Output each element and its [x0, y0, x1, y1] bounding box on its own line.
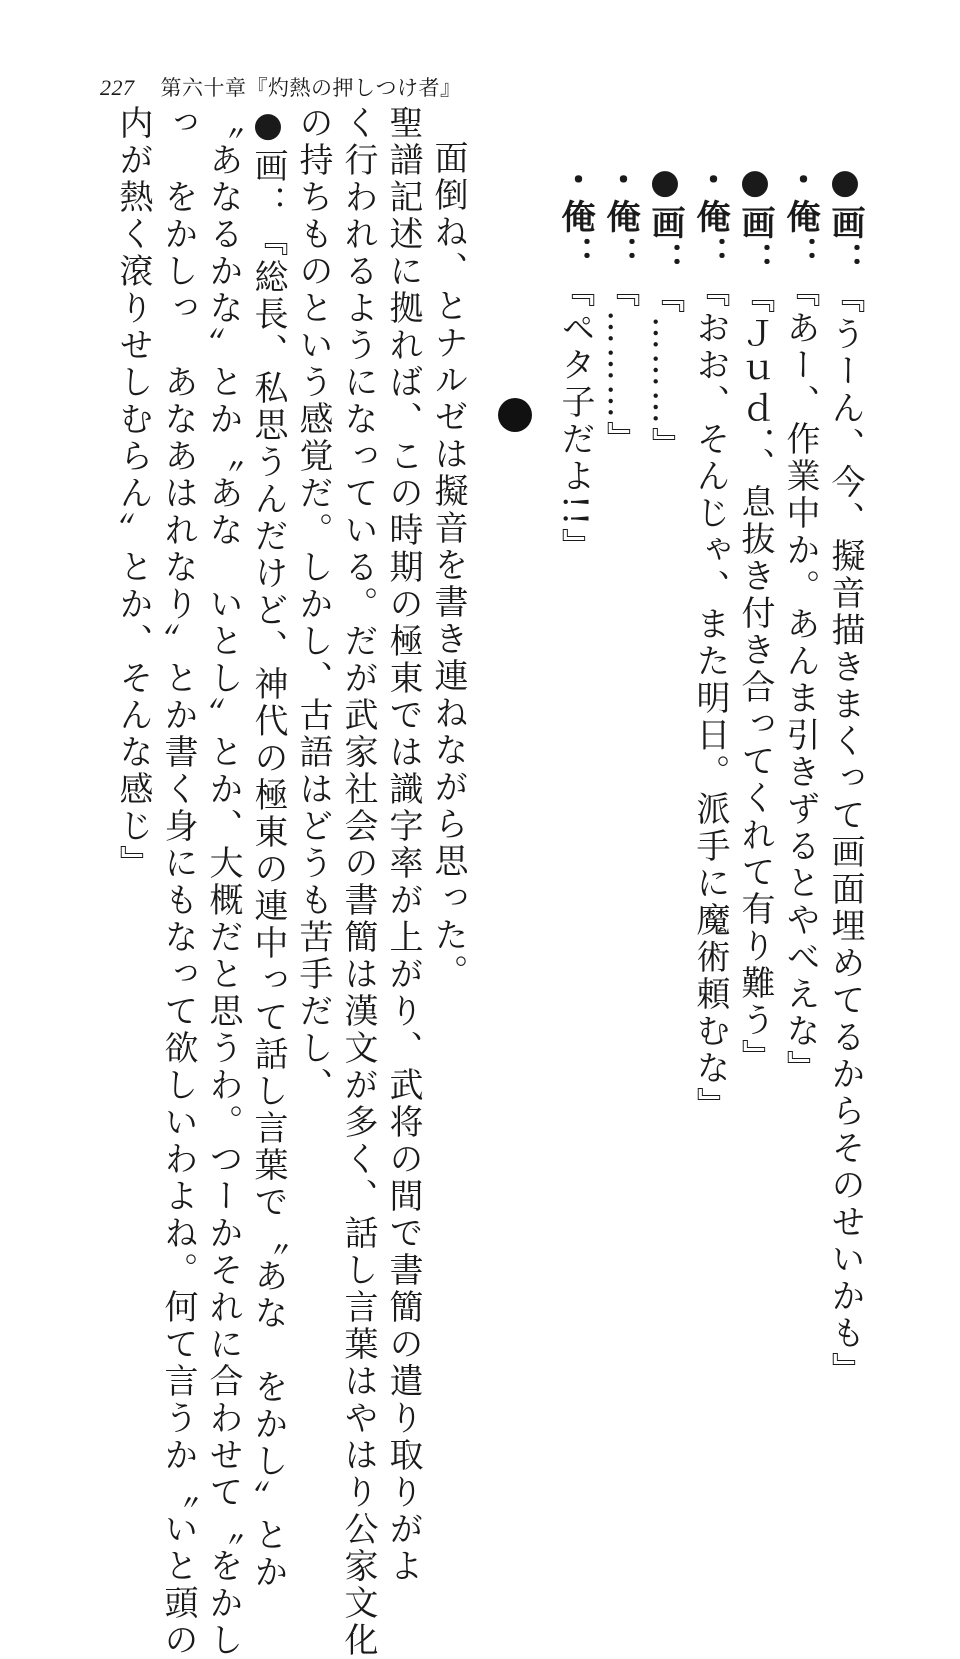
dialogue-line: ・俺：『おお、そんじゃ、また明日。派手に魔術頼むな』	[690, 162, 730, 1124]
dialogue-line: ・俺：『あー、作業中か。あんま引きずるとやべえな』	[780, 162, 820, 1087]
narration-line: 聖譜記述に拠れば、この時期の極東では識字率が上がり、武将の間で書簡の遣り取りがよ	[383, 105, 423, 1585]
page-number: 227	[100, 75, 135, 100]
dialogue-line: 〝あなるかな〟とか〝あな いとし〟とか、大概だと思うわ。つーかそれに合わせて〝をかし	[203, 105, 243, 1659]
running-header	[100, 72, 462, 102]
dialogue-line: ●画：『総長、私思うんだけど、神代の極東の連中って話し言葉で〝あな をかし〟とか	[248, 105, 288, 1591]
narration-line: 面倒ね、とナルゼは擬音を書き連ねながら思った。	[428, 140, 468, 991]
dialogue-line: 内が熱く滾りせしむらん〟とか、そんな感じ』	[113, 105, 153, 882]
narration-line: の持ちものという感覚だ。しかし、古語はどうも苦手だし、	[293, 105, 333, 1104]
dialogue-line: ・俺：『ペタ子だよ!!』	[555, 162, 595, 566]
bullet-mark	[498, 398, 532, 432]
dialogue-line: ●画：『………』	[645, 162, 685, 464]
narration-line: く行われるようになっている。だが武家社会の書簡は漢文が多く、話し言葉はやはり公家文化	[338, 105, 378, 1659]
chapter-title: 第六十章『灼熱の押しつけ者』	[160, 76, 462, 100]
dialogue-line: ・俺：『………』	[600, 162, 640, 458]
dialogue-line: ●画：『うーん、今、擬音描きまくって画面埋めてるからそのせいかも』	[825, 162, 865, 1389]
dialogue-line: っ をかしっ あなあはれなり〟とか書く身にもなって欲しいわよね。何て言うか〝いと頭の	[158, 105, 198, 1659]
dialogue-line: ●画：『Ｊｕｄ．、息抜き付き合ってくれて有り難う』	[735, 162, 775, 1076]
